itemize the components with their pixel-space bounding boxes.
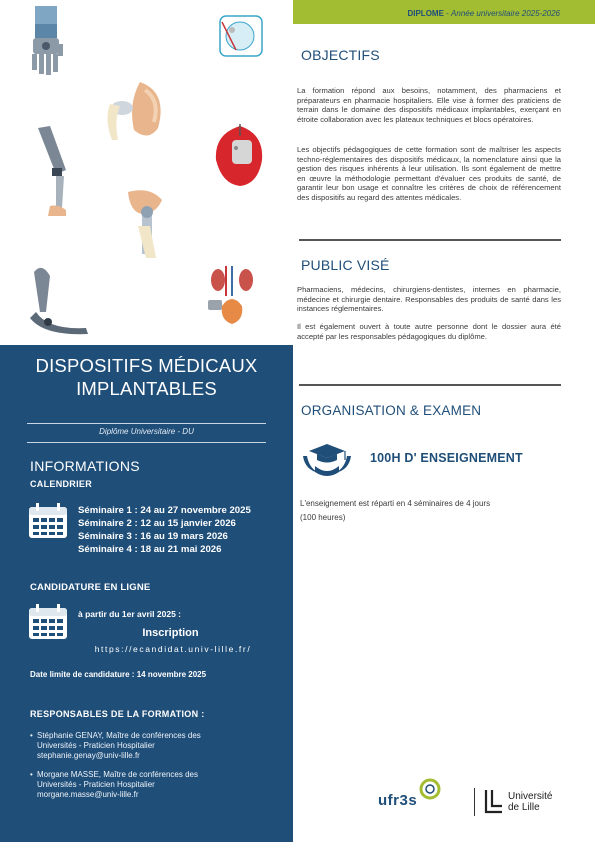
hours-label: 100H D' ENSEIGNEMENT [370, 451, 523, 465]
bionic-hand-icon [32, 6, 63, 75]
responsable-item [30, 731, 201, 761]
urinary-implant-icon [208, 266, 253, 324]
university-line: Université [508, 791, 553, 802]
diploma-title-line1: DISPOSITIFS MÉDICAUX [35, 355, 258, 376]
candidature-heading: CANDIDATURE EN LIGNE [30, 582, 151, 593]
responsable-name-line: Morgane MASSE, Maître de conférences des [37, 770, 198, 779]
left-column [0, 0, 293, 842]
informations-heading: INFORMATIONS [30, 458, 140, 474]
diploma-subtitle: Diplôme Universitaire - DU [99, 427, 194, 436]
universite-lille-logo-mark [484, 790, 504, 814]
responsable-role-line: Universités - Praticien Hospitalier [37, 780, 155, 789]
divider [27, 442, 266, 443]
logos [378, 778, 578, 822]
responsables-heading: RESPONSABLES DE LA FORMATION : [30, 709, 205, 719]
diploma-title [10, 354, 283, 400]
hip-prosthesis-icon [128, 190, 162, 258]
leg-prosthesis-icon [38, 126, 66, 216]
hours-note-line: L'enseignement est réparti en 4 séminaires de 4 jours [300, 499, 491, 508]
section-separator [299, 239, 561, 241]
cochlear-implant-icon [220, 16, 262, 56]
responsable-role-line: Universités - Praticien Hospitalier [37, 741, 155, 750]
ufr3s-logo-mark [418, 778, 442, 800]
calendar-icon [28, 503, 68, 539]
banner-year: Année universitaire 2025-2026 [451, 9, 560, 18]
responsable-item [30, 770, 198, 800]
banner-label: DIPLOME [407, 9, 444, 18]
seminar-item: Séminaire 2 : 12 au 15 janvier 2026 [78, 518, 236, 529]
seminar-item: Séminaire 4 : 18 au 21 mai 2026 [78, 544, 222, 555]
right-column [293, 0, 595, 842]
diploma-title-line2: IMPLANTABLES [76, 378, 217, 399]
responsable-name-line: Stéphanie GENAY, Maître de conférences des [37, 731, 201, 740]
seminar-list [78, 504, 251, 556]
objectifs-paragraph: La formation répond aux besoins, notamment, des pharmaciens et préparateurs en pharmacie hospitaliers. Elle vise à former des praticiens de terrain dans le domaine des dispositifs médicaux implantables, exerçant en étroite collaboration avec les plateaux techniques et blocs opératoires. [297, 86, 561, 124]
public-paragraph: Pharmaciens, médecins, chirurgiens-dentistes, internes en pharmacie, médecine et chirurgie dentaire. Responsables des produits de santé dans les instances réglementaires. [297, 285, 561, 314]
seminar-item: Séminaire 3 : 16 au 19 mars 2026 [78, 531, 228, 542]
objectifs-paragraph: Les objectifs pédagogiques de cette formation sont de maîtriser les aspects techno-réglementaires des dispositifs médicaux, la nomenclature ainsi que la gestion des risques inhérents à leur utilisation. Ils sont également de mettre en œuvre la méthodologie permettant d'évaluer ces produits de santé, de garantir leur bon usage et connaître les critères de choix de référencement des dispositifs au regard des attentes médicales. [297, 145, 561, 202]
seminar-item: Séminaire 1 : 24 au 27 novembre 2025 [78, 505, 251, 516]
illustrations-panel [0, 0, 293, 345]
public-heading: PUBLIC VISÉ [301, 257, 390, 273]
top-banner [293, 0, 595, 24]
university-line: de Lille [508, 802, 540, 813]
pacemaker-icon [216, 124, 262, 186]
hours-note-line: (100 heures) [300, 513, 346, 522]
info-panel [0, 345, 293, 842]
inscription-url[interactable]: https://ecandidat.univ-lille.fr/ [94, 644, 252, 654]
candidature-deadline: Date limite de candidature : 14 novembre 2025 [30, 670, 207, 679]
objectifs-heading: OBJECTIFS [301, 47, 380, 63]
responsable-email[interactable]: stephanie.genay@univ-lille.fr [37, 751, 140, 760]
graduation-cap-icon [299, 442, 355, 480]
inscription-link[interactable]: Inscription [142, 627, 199, 639]
foot-prosthesis-icon [30, 268, 88, 334]
calendar-icon [28, 604, 68, 640]
responsable-email[interactable]: morgane.masse@univ-lille.fr [37, 790, 139, 799]
ufr3s-logo: ufr3s [378, 792, 418, 809]
shoulder-prosthesis-icon [107, 82, 160, 140]
bullet: • [30, 770, 33, 779]
section-separator [299, 384, 561, 386]
banner-separator: - [443, 9, 452, 18]
calendar-heading: CALENDRIER [30, 479, 93, 489]
divider [27, 423, 266, 424]
logo-divider [474, 788, 475, 816]
organisation-heading: ORGANISATION & EXAMEN [301, 403, 482, 418]
hours-note [300, 497, 560, 525]
bullet: • [30, 731, 33, 740]
candidature-start: à partir du 1er avril 2025 : [78, 609, 181, 619]
public-paragraph: Il est également ouvert à toute autre personne dont le dossier aura été accepté par les responsables pédagogiques du diplôme. [297, 322, 561, 341]
universite-lille-logo [508, 791, 552, 813]
banner-text [407, 9, 560, 18]
